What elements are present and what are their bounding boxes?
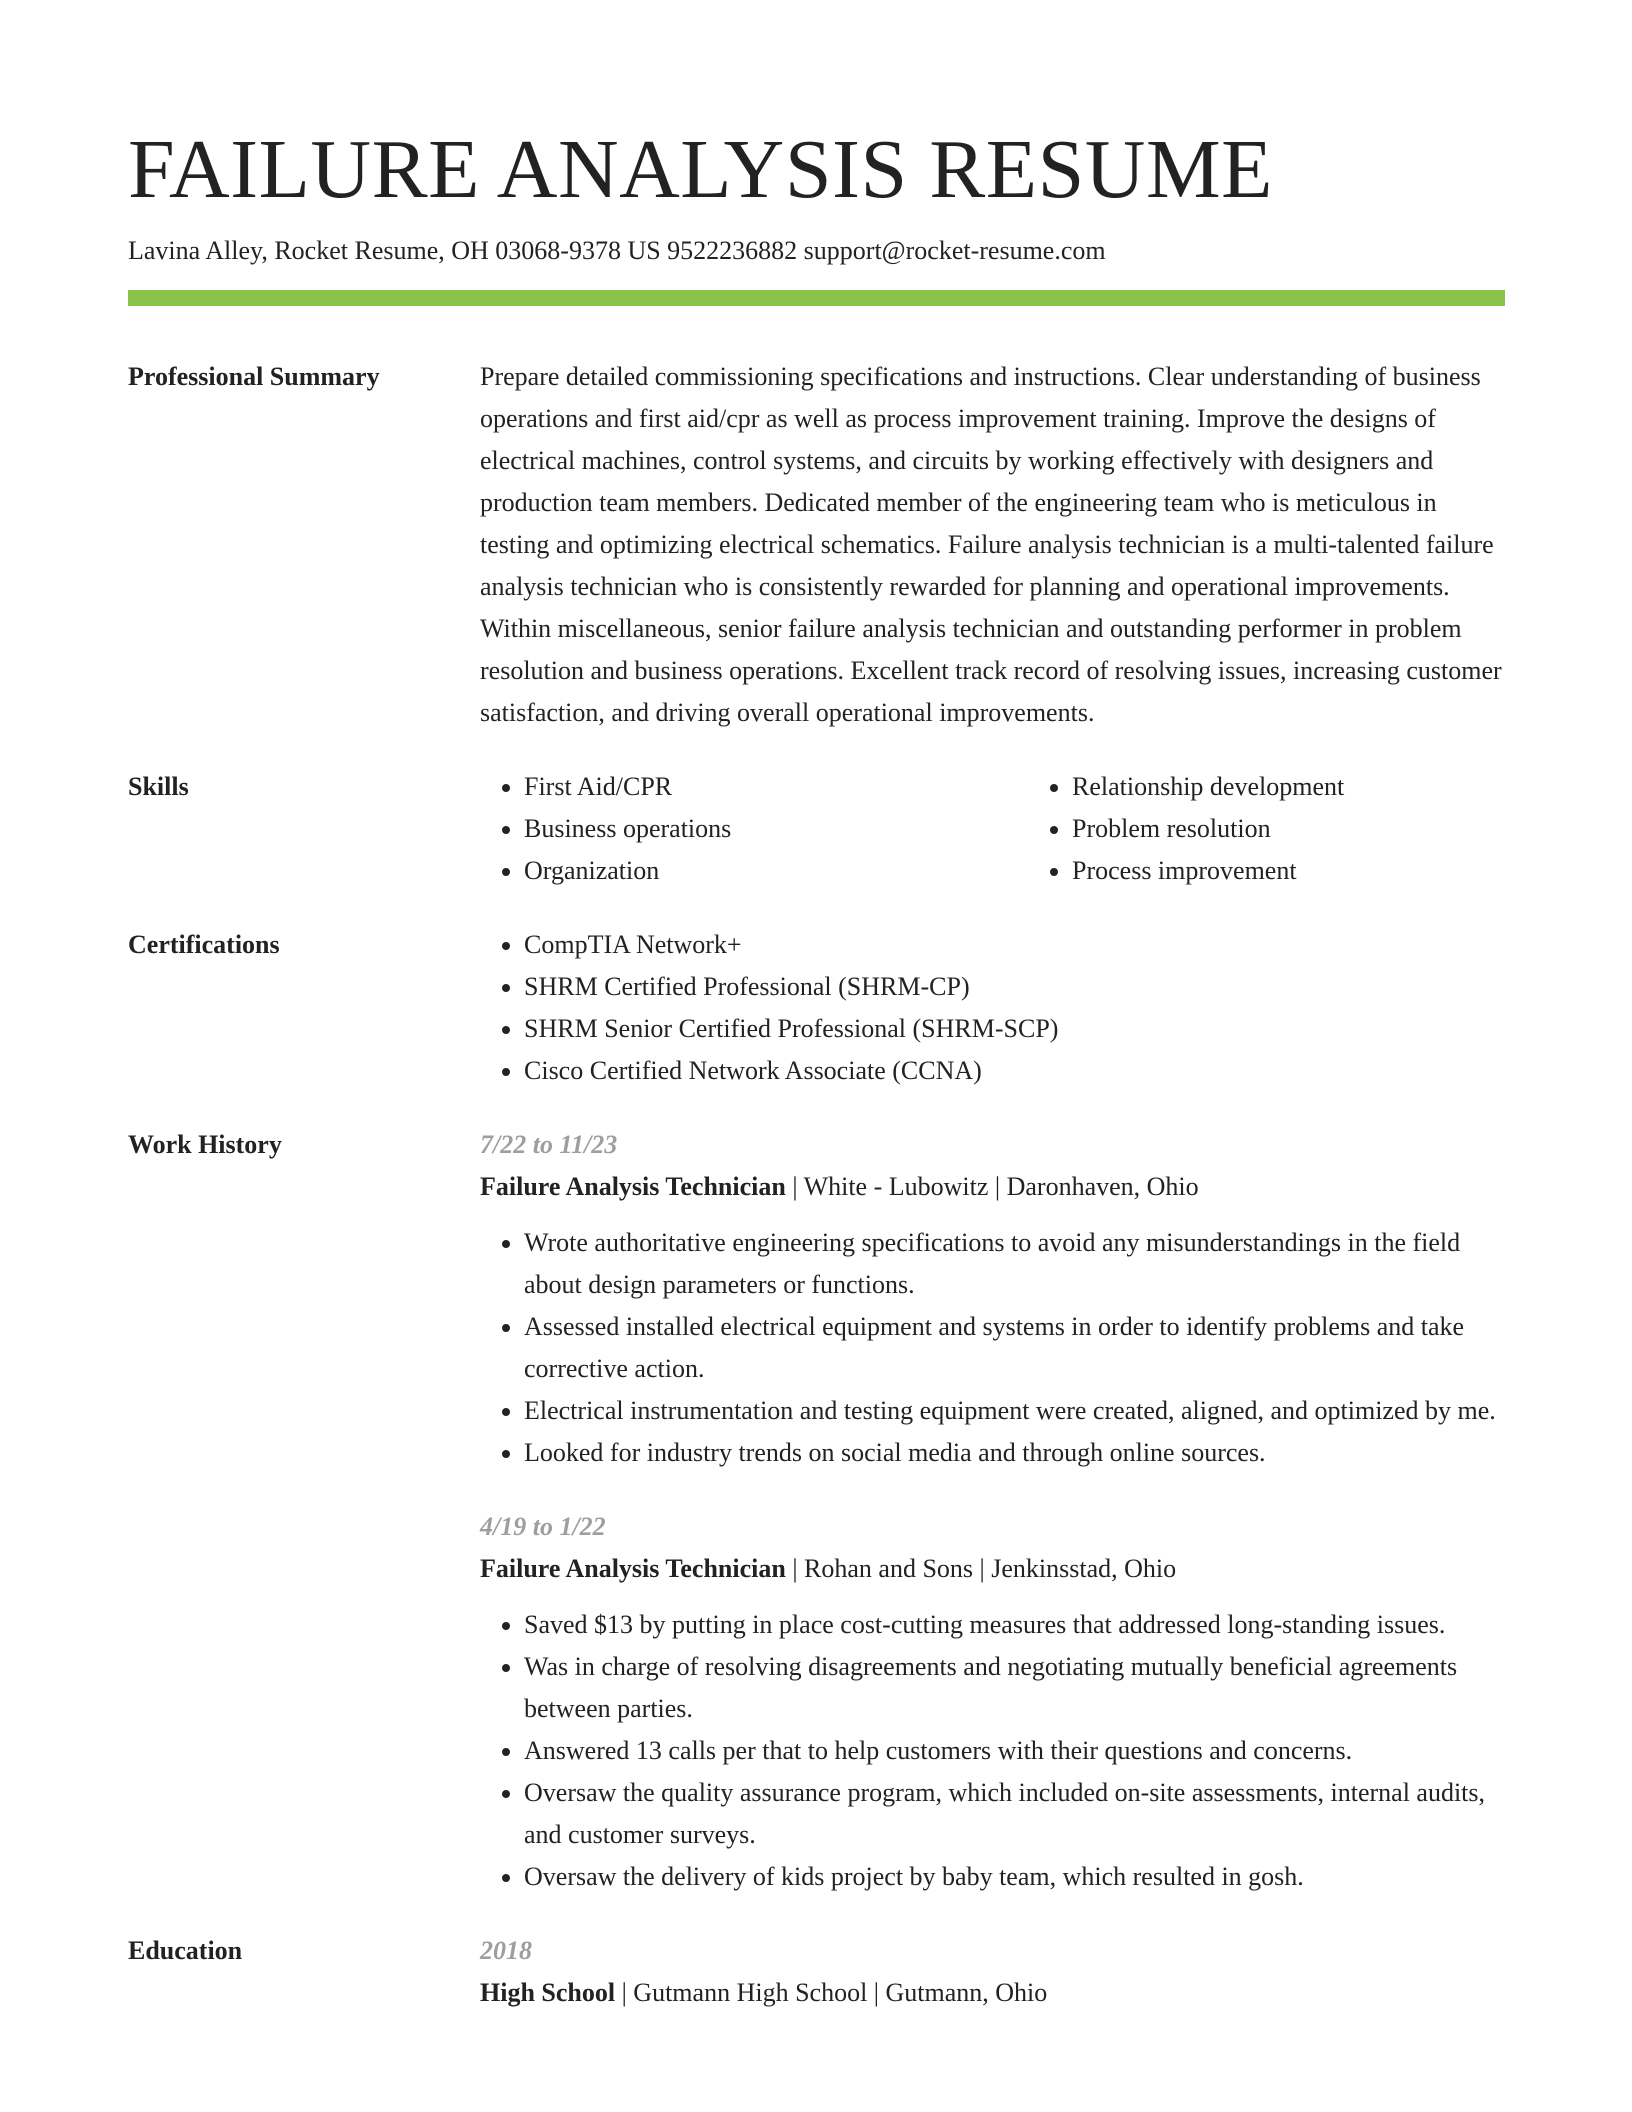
skills-list-left <box>480 766 1028 892</box>
job-bullet: • Assessed installed electrical equipment and systems in order to identify problems and take corrective action. <box>524 1306 1505 1390</box>
job-bullets <box>480 1222 1505 1474</box>
job-employer-location: | Rohan and Sons | Jenkinsstad, Ohio <box>785 1554 1177 1583</box>
resume-title: FAILURE ANALYSIS RESUME <box>128 123 1273 216</box>
job-bullet: • Oversaw the quality assurance program, which included on-site assessments, internal audits, and customer surveys. <box>524 1772 1505 1856</box>
certifications-section <box>128 924 1505 1092</box>
skill-item: • Problem resolution <box>1072 808 1576 850</box>
accent-divider <box>128 290 1505 306</box>
skill-item: • First Aid/CPR <box>524 766 1028 808</box>
job-dates: 7/22 to 11/23 <box>480 1130 618 1159</box>
education-section <box>128 1930 1505 2014</box>
summary-section <box>128 356 1505 734</box>
section-label-certifications: Certifications <box>128 930 280 959</box>
education-heading <box>480 1972 1505 2014</box>
job-bullet: • Electrical instrumentation and testing equipment were created, aligned, and optimized by me. <box>524 1390 1505 1432</box>
job-heading <box>480 1548 1505 1590</box>
job-heading <box>480 1166 1505 1208</box>
job-dates: 4/19 to 1/22 <box>480 1512 606 1541</box>
job-bullet: • Answered 13 calls per that to help customers with their questions and concerns. <box>524 1730 1505 1772</box>
certification-item: • SHRM Certified Professional (SHRM-CP) <box>524 966 1505 1008</box>
skills-section <box>128 766 1505 892</box>
job-bullet: • Saved $13 by putting in place cost-cutting measures that addressed long-standing issues. <box>524 1604 1505 1646</box>
work-history-section <box>128 1124 1505 1898</box>
certification-item: • SHRM Senior Certified Professional (SHRM-SCP) <box>524 1008 1505 1050</box>
section-label-work-history: Work History <box>128 1130 282 1159</box>
job-title: Failure Analysis Technician <box>480 1172 786 1201</box>
job-entry <box>480 1124 1505 1474</box>
certifications-list <box>480 924 1505 1092</box>
job-bullet: • Oversaw the delivery of kids project by baby team, which resulted in gosh. <box>524 1856 1505 1898</box>
education-date: 2018 <box>480 1936 532 1965</box>
job-bullet: • Was in charge of resolving disagreements and negotiating mutually beneficial agreements between parties. <box>524 1646 1505 1730</box>
job-bullet: • Wrote authoritative engineering specifications to avoid any misunderstandings in the field about design parameters or functions. <box>524 1222 1505 1306</box>
job-bullets <box>480 1604 1505 1898</box>
skill-item: • Process improvement <box>1072 850 1576 892</box>
skill-item: • Organization <box>524 850 1028 892</box>
resume-page <box>128 0 1505 2014</box>
job-bullet: • Looked for industry trends on social media and through online sources. <box>524 1432 1505 1474</box>
certification-item: • Cisco Certified Network Associate (CCNA) <box>524 1050 1505 1092</box>
job-title: Failure Analysis Technician <box>480 1554 786 1583</box>
contact-line: Lavina Alley, Rocket Resume, OH 03068-9378 US 9522236882 support@rocket-resume.com <box>128 236 1106 265</box>
skill-item: • Relationship development <box>1072 766 1576 808</box>
skill-item: • Business operations <box>524 808 1028 850</box>
skills-list-right <box>1028 766 1576 892</box>
section-label-education: Education <box>128 1936 243 1965</box>
education-degree: High School <box>480 1978 616 2007</box>
job-employer-location: | White - Lubowitz | Daronhaven, Ohio <box>785 1172 1199 1201</box>
summary-text: Prepare detailed commissioning specifications and instructions. Clear understanding of business operations and first aid/cpr as well as process improvement training. Improve the designs of electrical machines, control systems, and circuits by working effectively with designers and production team members. Dedicated member of the engineering team who is meticulous in testing and optimizing electrical schematics. Failure analysis technician is a multi-talented failure analysis technician who is consistently rewarded for planning and operational improvements. Within miscellaneous, senior failure analysis technician and outstanding performer in problem resolution and business operations. Excellent track record of resolving issues, increasing customer satisfaction, and driving overall operational improvements. <box>480 362 1502 727</box>
education-school-location: | Gutmann High School | Gutmann, Ohio <box>615 1978 1048 2007</box>
section-label-skills: Skills <box>128 772 189 801</box>
section-label-summary: Professional Summary <box>128 362 380 391</box>
job-entry <box>480 1506 1505 1898</box>
certification-item: • CompTIA Network+ <box>524 924 1505 966</box>
